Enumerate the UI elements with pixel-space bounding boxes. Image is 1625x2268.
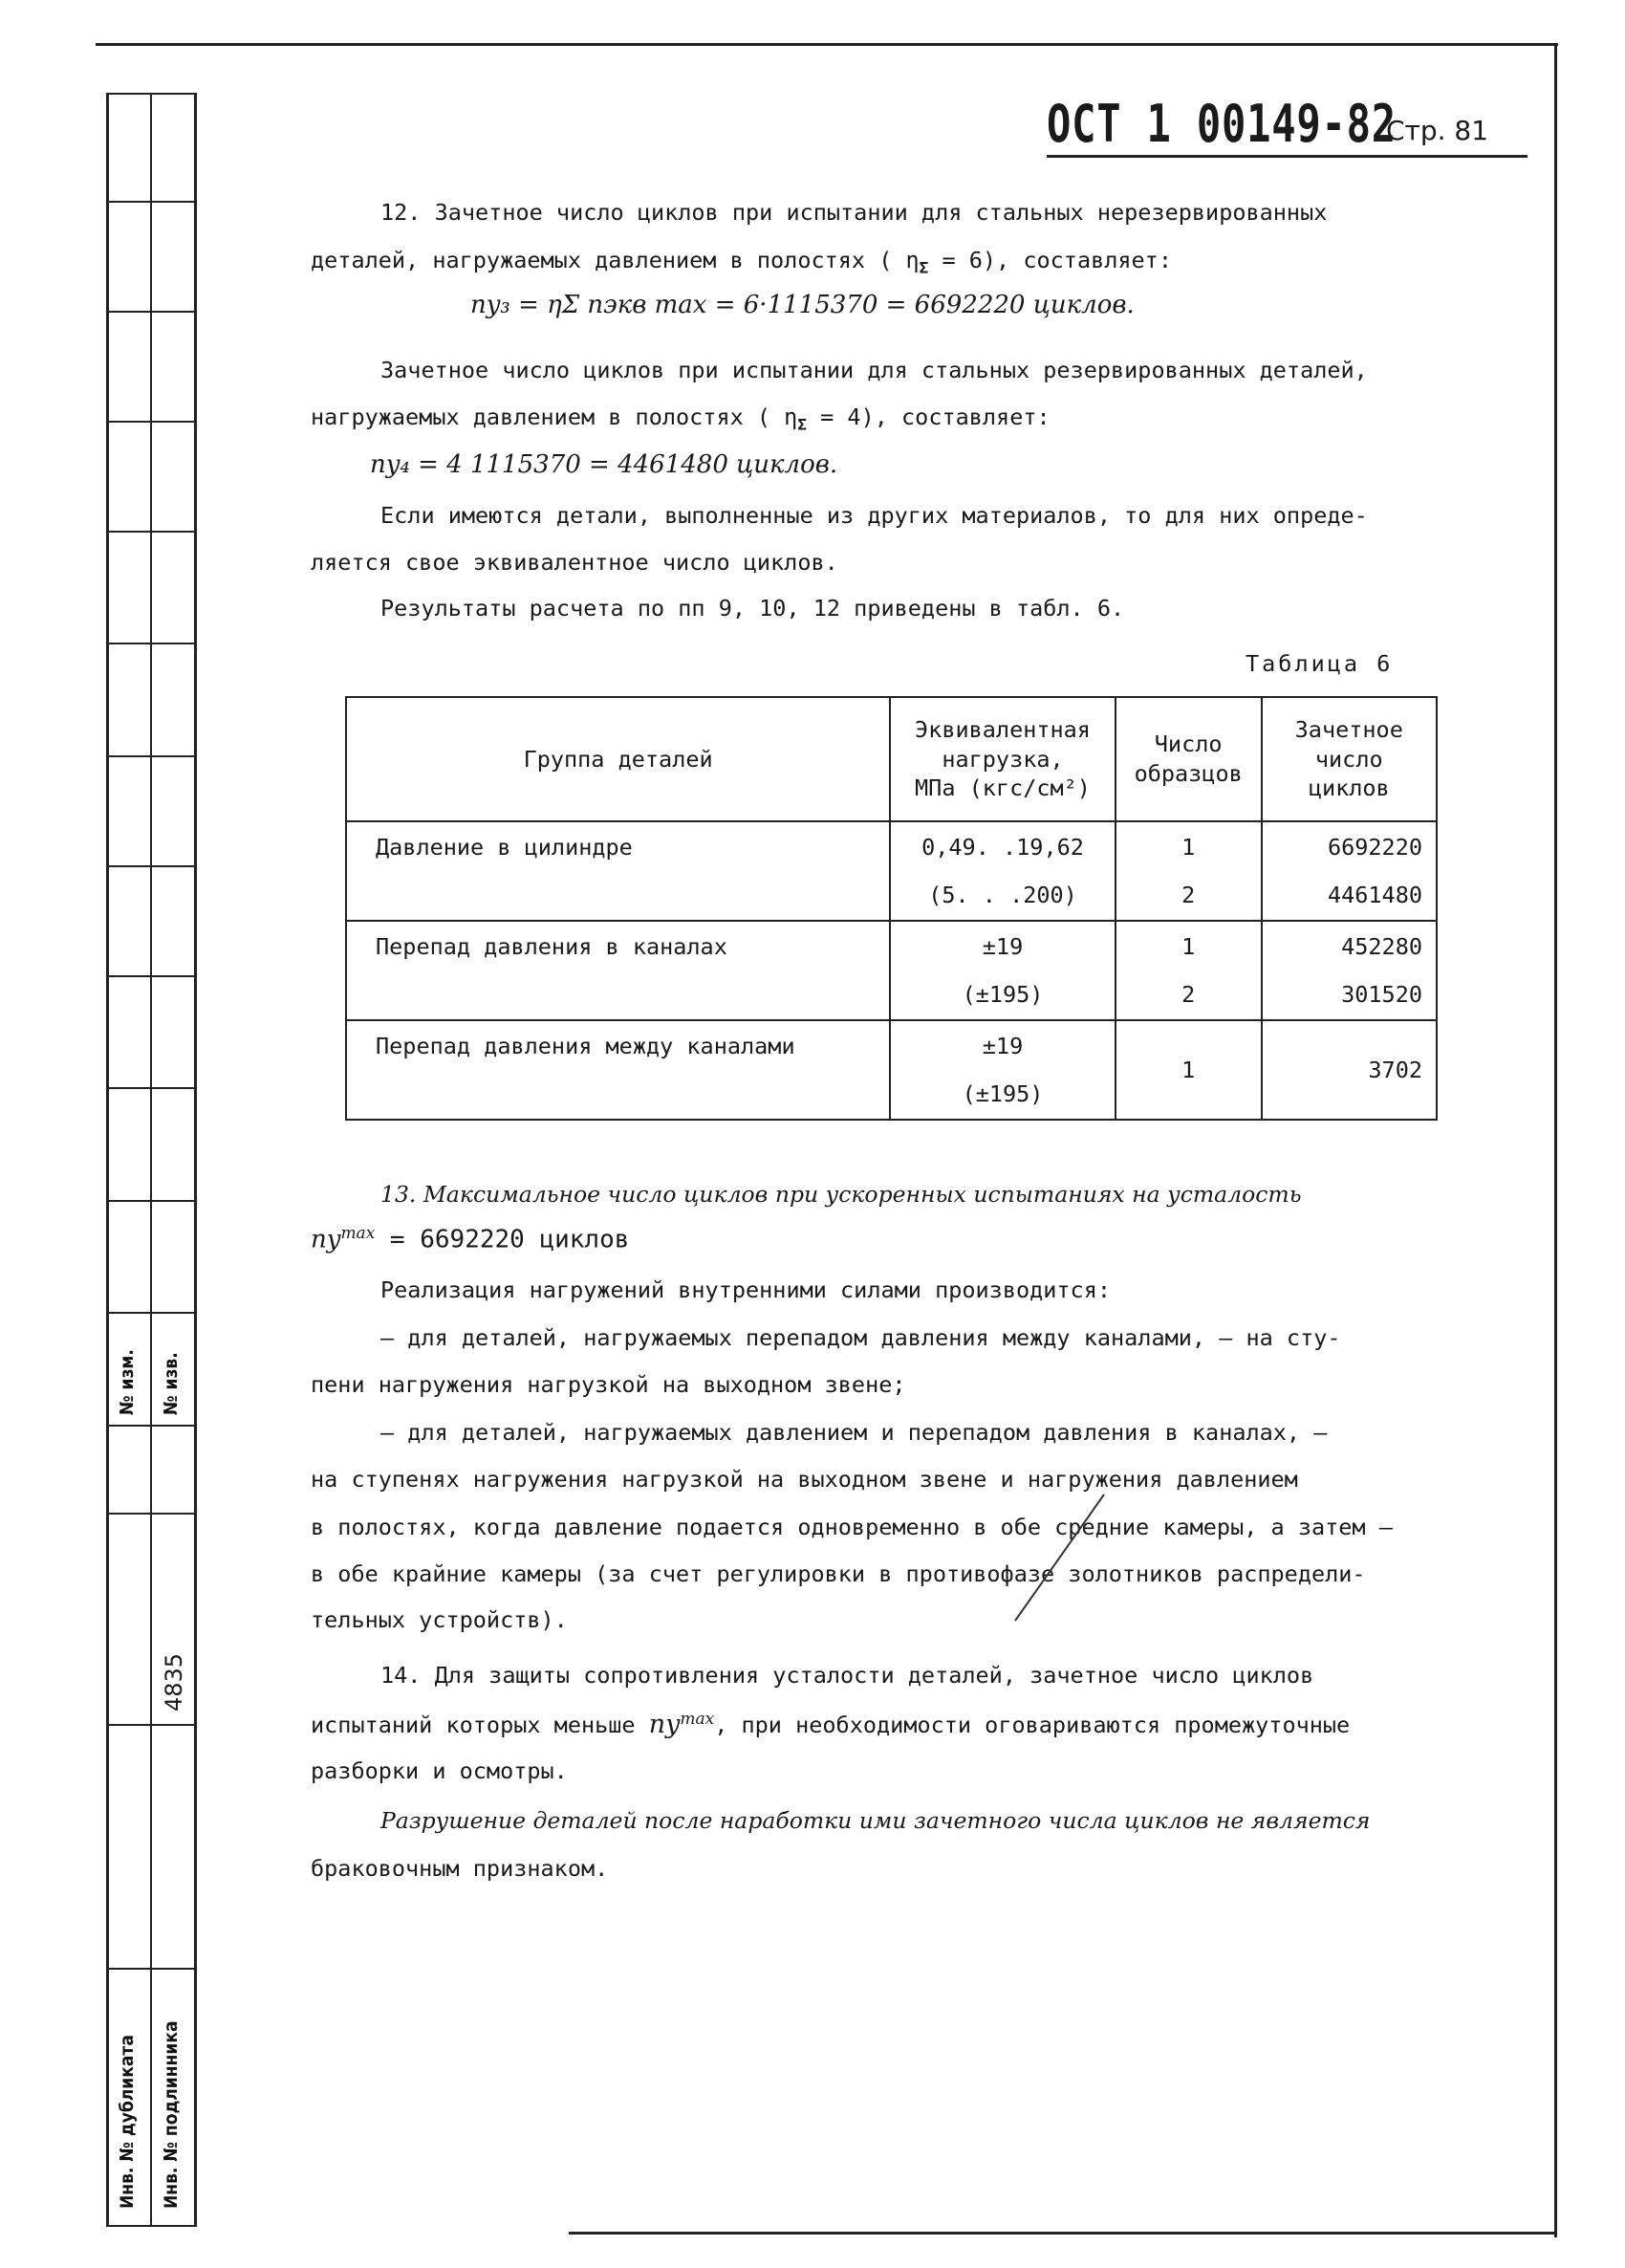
row2-cycles-2: 301520 [1341, 981, 1422, 1008]
frame-bottom-border [569, 2232, 1557, 2235]
document-code: ОСТ 1 00149-82 [1047, 94, 1397, 154]
s13-bullet2-line5: тельных устройств). [311, 1606, 568, 1633]
inventory-number: 4835 [161, 1652, 187, 1712]
s12-p3-line2: ляется свое эквивалентное число циклов. [311, 549, 838, 576]
row2-cycles-1: 452280 [1341, 933, 1422, 960]
th-load: Эквивалентная нагрузка, МПа (кгс/см²) [890, 697, 1116, 821]
row3-load-1: ±19 [982, 1033, 1024, 1059]
s12-p3-line1: Если имеются детали, выполненные из других материалов, то для них опреде- [380, 502, 1368, 529]
table-row [346, 921, 1437, 1020]
row2-samples-2: 2 [1181, 981, 1196, 1008]
s13-bullet2-line4: в обе крайние камеры (за счет регулировки в противофазе золотников распредели- [311, 1560, 1366, 1587]
results-table [345, 696, 1438, 1121]
s14-line2: испытаний которых меньше $ny^{max}$, при необходимости оговариваются промежуточные [311, 1710, 1351, 1739]
row1-load-1: 0,49. .19,62 [921, 834, 1084, 861]
th-group: Группа деталей [346, 697, 890, 821]
s12-p1-line1: 12. Зачетное число циклов при испытании для стальных нерезервированных [380, 199, 1328, 226]
header-rule [1047, 155, 1528, 158]
s14-p2-line1: Разрушение деталей после наработки ими зачетного числа циклов не является [380, 1807, 1371, 1834]
s14-line3: разборки и осмотры. [311, 1757, 568, 1784]
s13-bullet1-line2: пени нагружения нагрузкой на выходном звене; [311, 1371, 906, 1398]
row1-group: Давление в цилиндре [376, 834, 633, 861]
row2-group: Перепад давления в каналах [376, 933, 727, 960]
s12-p4: Результаты расчета по пп 9, 10, 12 приведены в табл. 6. [380, 595, 1125, 622]
row3-cycles-1: 3702 [1368, 1057, 1422, 1083]
table-caption: Таблица 6 [1246, 650, 1394, 677]
row1-load-2: (5. . .200) [928, 882, 1077, 908]
s14-p2-line2: браковочным признаком. [311, 1855, 609, 1882]
th-samples: Число образцов [1116, 697, 1262, 821]
row1-samples-1: 1 [1181, 834, 1196, 861]
handwritten-stroke [1004, 1487, 1118, 1630]
row2-samples-1: 1 [1181, 933, 1196, 960]
table-row [346, 1020, 1437, 1120]
stamp-izm-label: № изм. [117, 1349, 138, 1415]
stamp-izv-label: № изв. [161, 1352, 182, 1415]
stamp-dublikat-label: Инв. № дубликата [117, 2035, 138, 2209]
row2-load-2: (±195) [962, 981, 1044, 1008]
th-cycles: Зачетное число циклов [1262, 697, 1437, 821]
frame-right-border [1554, 43, 1557, 2237]
row1-cycles-2: 4461480 [1327, 882, 1422, 908]
s12-p2-line2: нагружаемых давлением в полостях ( $\eta_\Sigma = 4$), составляет: [311, 403, 1051, 434]
row3-samples-1: 1 [1181, 1057, 1196, 1083]
s13-line2: Реализация нагружений внутренними силами производится: [380, 1276, 1112, 1303]
page-number: Стр. 81 [1386, 115, 1489, 146]
row3-group: Перепад давления между каналами [376, 1033, 795, 1059]
frame-top-border [96, 43, 1558, 46]
s13-bullet2-line1: – для деталей, нагружаемых давлением и перепадом давления в каналах, – [380, 1419, 1328, 1446]
s13-line1: 13. Максимальное число циклов при ускоренных испытаниях на усталость [380, 1181, 1302, 1208]
s12-p2-line1: Зачетное число циклов при испытании для стальных резервированных деталей, [380, 357, 1368, 383]
s13-bullet2-line3: в полостях, когда давление подается одновременно в обе средние камеры, а затем – [311, 1514, 1393, 1540]
s14-line1: 14. Для защиты сопротивления усталости деталей, зачетное число циклов [380, 1662, 1314, 1689]
stamp-podlinnik-label: Инв. № подлинника [161, 2020, 182, 2209]
row2-load-1: ±19 [982, 933, 1024, 960]
table-row [346, 821, 1437, 921]
row1-cycles-1: 6692220 [1327, 834, 1422, 861]
formula-ny3: ny₃ = ηΣ nэкв max = 6·1115370 = 6692220 циклов. [470, 291, 1135, 319]
s13-bullet1-line1: – для деталей, нагружаемых перепадом давления между каналами, – на сту- [380, 1324, 1341, 1351]
row3-load-2: (±195) [962, 1080, 1044, 1107]
s12-p1-line2: деталей, нагружаемых давлением в полостях ( $\eta_\Sigma = 6$), составляет: [311, 247, 1172, 277]
s13-bullet2-line2: на ступенях нагружения нагрузкой на выходном звене и нагружения давлением [311, 1466, 1298, 1493]
formula-ny4: ny₄ = 4 1115370 = 4461480 циклов. [370, 450, 838, 479]
row1-samples-2: 2 [1181, 882, 1196, 908]
formula-ny-max: $ny^{max} = 6692220$ циклов [311, 1224, 630, 1254]
